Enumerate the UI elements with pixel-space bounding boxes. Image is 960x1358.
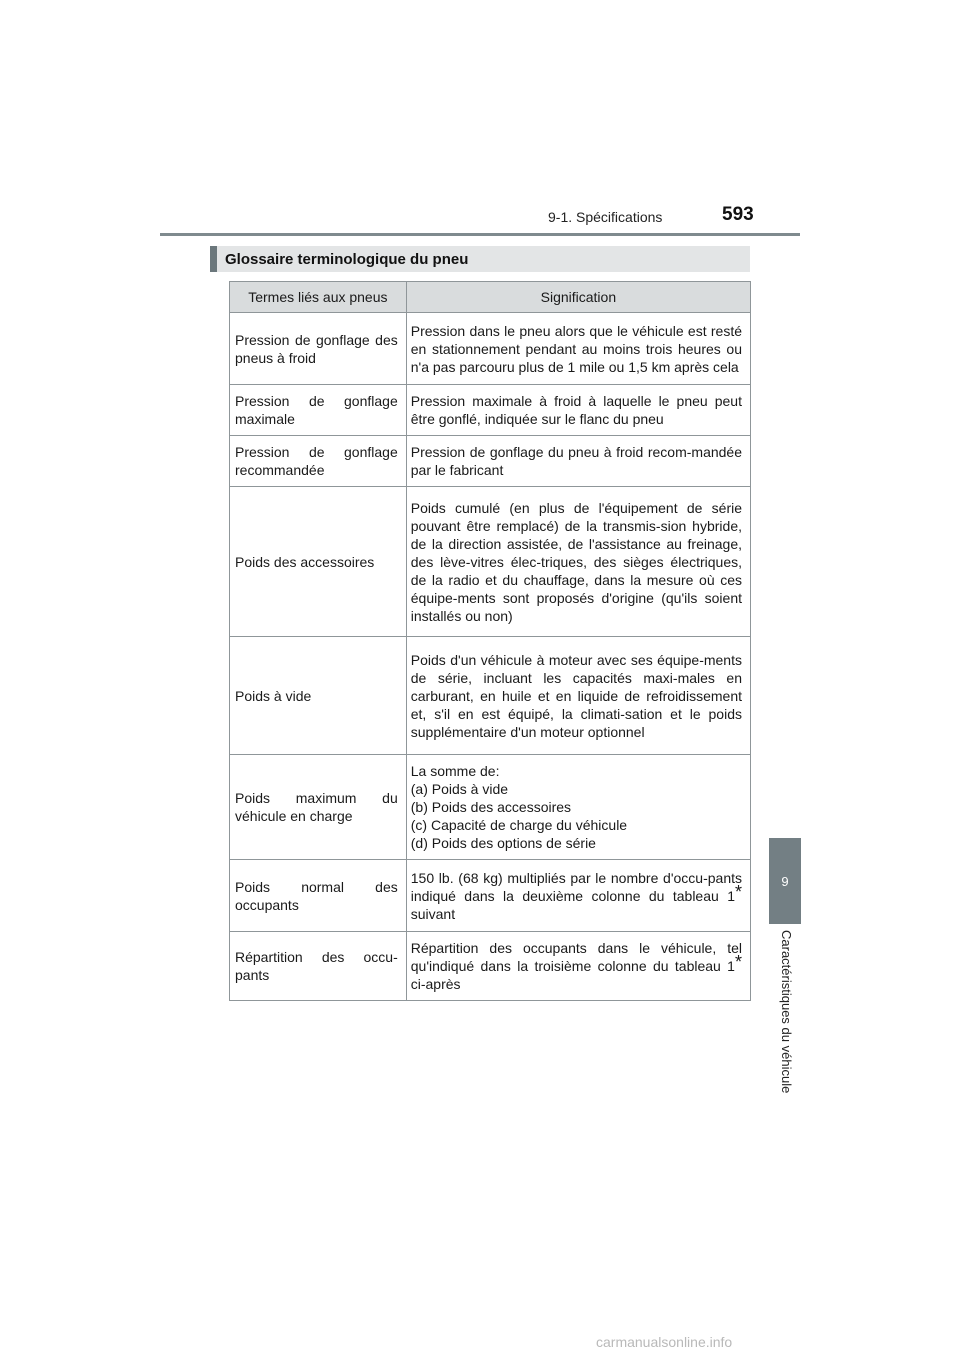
meaning-tail: suivant: [410, 905, 456, 922]
watermark-text: carmanualsonline.info: [596, 1334, 733, 1350]
meaning-tail: ci-après: [410, 976, 461, 992]
table-header-row: [230, 282, 751, 313]
chapter-number: 9: [781, 873, 789, 889]
term-cell: Pression de gonflage recommandée: [230, 436, 407, 487]
tire-glossary-table: [229, 281, 751, 1001]
page-number: 593: [722, 204, 754, 225]
chapter-tab[interactable]: [769, 838, 801, 924]
table-row: [230, 436, 751, 487]
meaning-line: (b) Poids des accessoires: [410, 799, 572, 815]
meaning-cell: Poids cumulé (en plus de l'équipement de série pouvant être remplacé) de la transmis-sion hybride, de la direction assistée, de l'assistance au freinage, des lève-vitres élec-triques, des sièges électriques, de la radio et du chauffage, dans la mesure où ces équipe-ments sont proposés d'origine (qu'ils soient installés ou non): [406, 487, 750, 637]
term-cell: Répartition des occu-pants: [230, 932, 407, 1001]
meaning-cell: [406, 860, 750, 932]
table-row: [230, 313, 751, 385]
meaning-text: Répartition des occupants dans le véhicule, tel qu'indiqué dans la troisième colonne du tableau 1: [410, 940, 742, 974]
table-row: [230, 932, 751, 1001]
table-row: [230, 860, 751, 932]
footnote-star: *: [734, 881, 742, 902]
meaning-cell: Pression dans le pneu alors que le véhicule est resté en stationnement pendant au moins trois heures ou n'a pas parcouru plus de 1 mile ou 1,5 km après cela: [406, 313, 750, 385]
header-divider: [160, 233, 800, 236]
section-heading: 9-1. Spécifications: [548, 209, 663, 225]
term-cell: Pression de gonflage des pneus à froid: [230, 313, 407, 385]
meaning-cell: [406, 755, 750, 860]
section-title: Glossaire terminologique du pneu: [225, 250, 469, 268]
section-accent: [210, 246, 217, 272]
section-title-bar: [210, 246, 750, 272]
meaning-line: La somme de:: [410, 763, 500, 779]
meaning-cell: Poids d'un véhicule à moteur avec ses équipe-ments de série, incluant les capacités maxi-males en carburant, en huile et en liquide de refroidissement et, s'il en est équipé, la climati-sation et le poids supplémentaire d'un moteur optionnel: [406, 637, 750, 755]
meaning-cell: [406, 932, 750, 1001]
meaning-cell: Pression maximale à froid à laquelle le pneu peut être gonflé, indiquée sur le flanc du pneu: [406, 385, 750, 436]
meaning-line: (c) Capacité de charge du véhicule: [410, 817, 628, 833]
meaning-cell: Pression de gonflage du pneu à froid recom-mandée par le fabricant: [406, 436, 750, 487]
table-row: [230, 385, 751, 436]
term-cell: Poids maximum du véhicule en charge: [230, 755, 407, 860]
table-row: [230, 637, 751, 755]
meaning-line: (d) Poids des options de série: [410, 835, 596, 851]
meaning-line: (a) Poids à vide: [410, 781, 509, 797]
term-cell: Pression de gonflage maximale: [230, 385, 407, 436]
table-row: [230, 487, 751, 637]
chapter-label: Caractéristiques du véhicule: [779, 930, 794, 1094]
term-cell: Poids à vide: [230, 637, 407, 755]
footnote-star: *: [734, 952, 742, 972]
meaning-text: 150 lb. (68 kg) multipliés par le nombre d'occu-pants indiqué dans la deuxième colonne du tableau 1: [410, 869, 742, 904]
table-row: [230, 755, 751, 860]
term-cell: Poids des accessoires: [230, 487, 407, 637]
term-cell: Poids normal des occupants: [230, 860, 407, 932]
column-header-terms: Termes liés aux pneus: [230, 282, 407, 313]
column-header-meaning: Signification: [406, 282, 750, 313]
